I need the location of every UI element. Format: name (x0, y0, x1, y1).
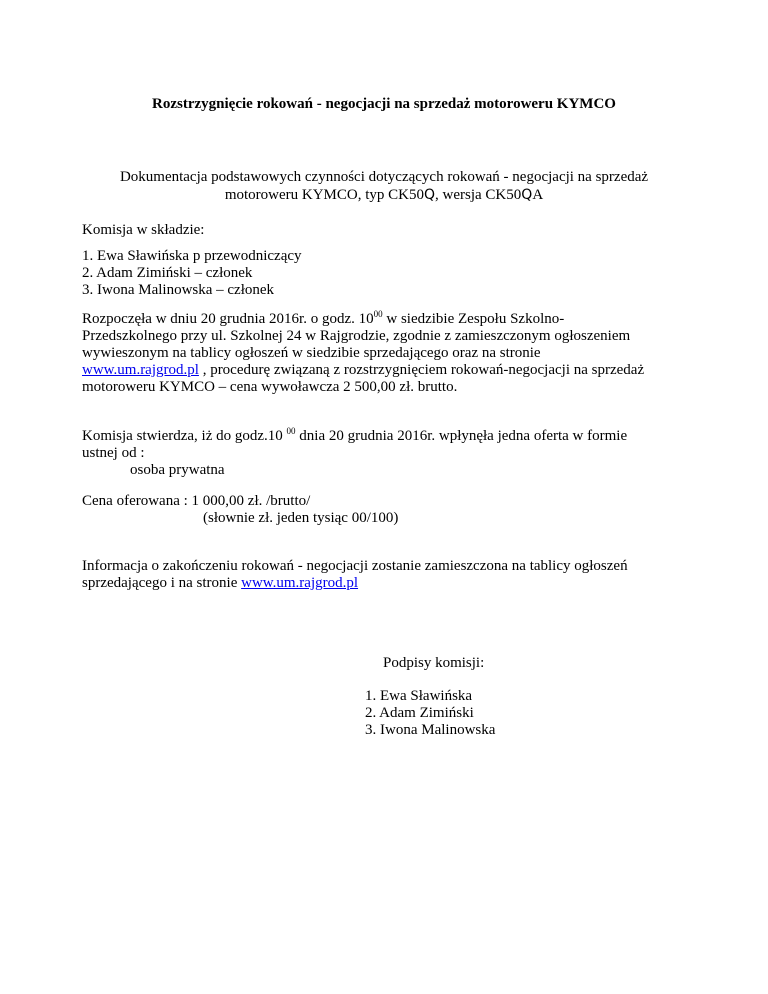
paragraph-line: wywieszonym na tablicy ogłoszeń w siedzibie sprzedającego oraz na stronie (82, 345, 541, 361)
paragraph-text: Rozpoczęła w dniu 20 grudnia 2016r. o godz. 10 (82, 311, 374, 327)
paragraph-line (82, 362, 644, 379)
superscript: 00 (373, 309, 383, 319)
website-link[interactable]: www.um.rajgrod.pl (241, 575, 359, 591)
offer-source: osoba prywatna (130, 462, 225, 478)
subtitle-text: , wersja CK50 (435, 187, 522, 203)
information-line: Informacja o zakończeniu rokowań - negocjacji zostanie zamieszczona na tablicy ogłoszeń (82, 558, 628, 574)
document-title: Rozstrzygnięcie rokowań - negocjacji na sprzedaż motoroweru KYMCO (152, 96, 616, 112)
subtitle-line-2 (0, 187, 768, 204)
signature-item: 1. Ewa Sławińska (365, 688, 473, 704)
paragraph-start-line (82, 311, 564, 328)
paragraph-text: w siedzibie Zespołu Szkolno- (382, 311, 565, 327)
signatures-heading: Podpisy komisji: (383, 655, 485, 671)
statement-line: ustnej od : (82, 445, 145, 461)
subtitle-q-glyph: Q (521, 187, 533, 203)
statement-text: Komisja stwierdza, iż do godz.10 (82, 428, 287, 444)
subtitle-text: motoroweru KYMCO, typ CK50 (224, 187, 424, 203)
signature-item: 3. Iwona Malinowska (365, 722, 496, 738)
subtitle-text: A (532, 187, 544, 203)
committee-heading: Komisja w składzie: (82, 222, 205, 238)
subtitle-line-1: Dokumentacja podstawowych czynności dotyczących rokowań - negocjacji na sprzedaż (119, 169, 649, 185)
paragraph-line: motoroweru KYMCO – cena wywoławcza 2 500,00 zł. brutto. (82, 379, 458, 395)
signature-item: 2. Adam Zimiński (365, 705, 474, 721)
information-line (82, 575, 358, 592)
subtitle-q-glyph: Q (424, 187, 436, 203)
statement-line (82, 428, 627, 445)
offered-price: Cena oferowana : 1 000,00 zł. /brutto/ (82, 493, 311, 509)
statement-text: dnia 20 grudnia 2016r. wpłynęła jedna oferta w formie (295, 428, 628, 444)
member-item: 2. Adam Zimiński – członek (82, 265, 253, 281)
member-item: 3. Iwona Malinowska – członek (82, 282, 275, 298)
information-text: sprzedającego i na stronie (82, 575, 242, 591)
paragraph-line: Przedszkolnego przy ul. Szkolnej 24 w Rajgrodzie, zgodnie z zamieszczonym ogłoszeniem (82, 328, 631, 344)
member-item: 1. Ewa Sławińska p przewodniczący (82, 248, 302, 264)
price-in-words: (słownie zł. jeden tysiąc 00/100) (203, 510, 399, 526)
superscript: 00 (286, 426, 296, 436)
paragraph-text: , procedurę związaną z rozstrzygnięciem rokowań-negocjacji na sprzedaż (198, 362, 645, 378)
website-link[interactable]: www.um.rajgrod.pl (82, 362, 199, 378)
